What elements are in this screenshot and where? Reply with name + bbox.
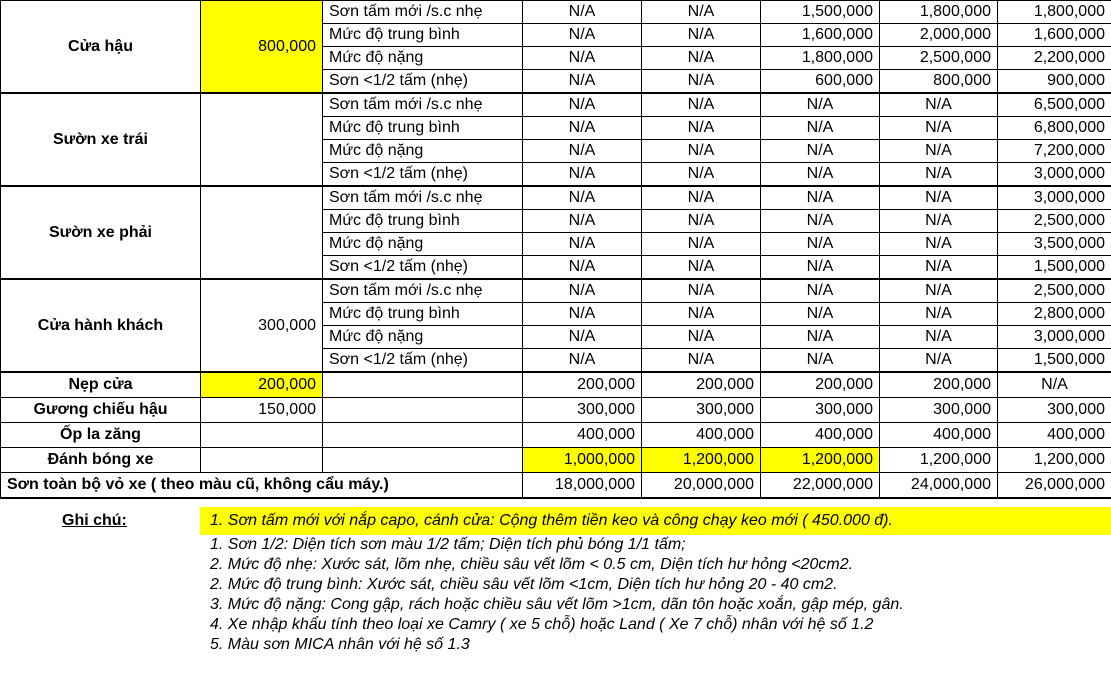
price-cell: N/A — [642, 117, 761, 140]
damage-level: Mức độ trung bình — [323, 303, 523, 326]
price-cell: 26,000,000 — [998, 473, 1111, 499]
price-cell: 800,000 — [880, 70, 998, 94]
price-cell: 400,000 — [998, 423, 1111, 448]
damage-level: Mức độ nặng — [323, 233, 523, 256]
price-cell: N/A — [523, 186, 642, 210]
part-name: Đánh bóng xe — [1, 448, 201, 473]
price-cell: N/A — [523, 70, 642, 94]
damage-level: Mức độ nặng — [323, 140, 523, 163]
price-cell: N/A — [880, 140, 998, 163]
price-cell: 20,000,000 — [642, 473, 761, 499]
price-cell: 2,000,000 — [880, 24, 998, 47]
price-cell: N/A — [761, 186, 880, 210]
price-cell: N/A — [880, 117, 998, 140]
damage-level: Sơn tấm mới /s.c nhẹ — [323, 1, 523, 24]
price-cell: N/A — [761, 140, 880, 163]
part-price — [201, 423, 323, 448]
price-cell: 900,000 — [998, 70, 1111, 94]
price-cell: N/A — [642, 349, 761, 373]
price-cell: N/A — [642, 326, 761, 349]
table-row — [1, 423, 1111, 448]
price-cell: N/A — [642, 163, 761, 187]
price-cell: N/A — [761, 163, 880, 187]
table-row — [1, 1, 1111, 24]
price-cell: 1,500,000 — [998, 256, 1111, 280]
price-cell: N/A — [642, 47, 761, 70]
price-cell: 2,500,000 — [998, 279, 1111, 303]
price-cell: 3,500,000 — [998, 233, 1111, 256]
damage-level: Mức độ trung bình — [323, 24, 523, 47]
damage-level: Sơn <1/2 tấm (nhẹ) — [323, 349, 523, 373]
note-item: 2. Mức độ trung bình: Xước sát, chiều sâu vết lõm <1cm, Diện tích hư hỏng 20 - 40 cm2. — [210, 576, 838, 593]
part-name: Gương chiếu hậu — [1, 398, 201, 423]
price-cell: N/A — [642, 279, 761, 303]
price-cell: N/A — [523, 163, 642, 187]
price-cell: N/A — [642, 93, 761, 117]
damage-level: Sơn tấm mới /s.c nhẹ — [323, 279, 523, 303]
damage-level: Sơn tấm mới /s.c nhẹ — [323, 186, 523, 210]
price-cell: N/A — [880, 186, 998, 210]
damage-level: Sơn <1/2 tấm (nhẹ) — [323, 256, 523, 280]
damage-level: Mức độ trung bình — [323, 210, 523, 233]
price-cell: 1,500,000 — [761, 1, 880, 24]
price-cell: 200,000 — [880, 372, 998, 398]
price-cell: 1,600,000 — [761, 24, 880, 47]
part-price: 200,000 — [201, 372, 323, 398]
price-cell: N/A — [523, 210, 642, 233]
price-cell: 400,000 — [880, 423, 998, 448]
price-cell: N/A — [642, 70, 761, 94]
price-cell: N/A — [880, 210, 998, 233]
damage-level: Mức độ trung bình — [323, 117, 523, 140]
damage-level: Sơn <1/2 tấm (nhẹ) — [323, 163, 523, 187]
price-cell: N/A — [880, 163, 998, 187]
price-cell: N/A — [761, 349, 880, 373]
part-name: Nẹp cửa — [1, 372, 201, 398]
price-cell: N/A — [642, 186, 761, 210]
table-row — [1, 398, 1111, 423]
price-cell: 200,000 — [642, 372, 761, 398]
price-cell: 7,200,000 — [998, 140, 1111, 163]
price-cell: N/A — [642, 140, 761, 163]
price-cell: 400,000 — [523, 423, 642, 448]
note-item: 3. Mức độ nặng: Cong gập, rách hoặc chiều sâu vết lõm >1cm, dãn tôn hoặc xoắn, gập mép, gân. — [210, 596, 904, 613]
price-cell: 300,000 — [761, 398, 880, 423]
price-cell: N/A — [880, 233, 998, 256]
price-cell: 300,000 — [998, 398, 1111, 423]
price-cell: N/A — [523, 1, 642, 24]
price-cell: 18,000,000 — [523, 473, 642, 499]
damage-level: Mức độ nặng — [323, 326, 523, 349]
note-item: 2. Mức độ nhẹ: Xước sát, lõm nhẹ, chiều sâu vết lõm < 0.5 cm, Diện tích hư hỏng <20cm2. — [210, 556, 854, 573]
price-cell: N/A — [761, 256, 880, 280]
table-row — [1, 279, 1111, 303]
empty-cell — [323, 423, 523, 448]
price-cell: 24,000,000 — [880, 473, 998, 499]
price-cell: 6,800,000 — [998, 117, 1111, 140]
price-cell: 3,000,000 — [998, 326, 1111, 349]
price-cell: 22,000,000 — [761, 473, 880, 499]
price-cell: 3,000,000 — [998, 186, 1111, 210]
part-name: Cửa hành khách — [1, 279, 201, 372]
price-cell: N/A — [761, 303, 880, 326]
price-cell: N/A — [523, 47, 642, 70]
price-cell: 400,000 — [642, 423, 761, 448]
notes-label: Ghi chú: — [62, 512, 127, 529]
price-cell: N/A — [642, 1, 761, 24]
price-cell: 1,800,000 — [998, 1, 1111, 24]
price-cell: 2,500,000 — [880, 47, 998, 70]
price-cell: N/A — [523, 233, 642, 256]
price-cell: 200,000 — [761, 372, 880, 398]
price-cell: 300,000 — [642, 398, 761, 423]
price-cell: 1,500,000 — [998, 349, 1111, 373]
damage-level: Sơn tấm mới /s.c nhẹ — [323, 93, 523, 117]
price-cell: N/A — [880, 279, 998, 303]
part-name: Sườn xe phải — [1, 186, 201, 279]
price-cell: N/A — [523, 256, 642, 280]
notes-list — [200, 507, 1111, 655]
damage-level: Sơn <1/2 tấm (nhẹ) — [323, 70, 523, 94]
price-cell: N/A — [642, 210, 761, 233]
part-price — [201, 448, 323, 473]
total-row — [1, 473, 1111, 499]
price-cell: 400,000 — [761, 423, 880, 448]
price-cell: 1,200,000 — [880, 448, 998, 473]
price-cell: N/A — [761, 210, 880, 233]
price-cell: 1,800,000 — [880, 1, 998, 24]
part-price: 300,000 — [201, 279, 323, 372]
price-cell: N/A — [880, 349, 998, 373]
part-price — [201, 186, 323, 279]
price-cell: N/A — [523, 303, 642, 326]
price-cell: N/A — [523, 93, 642, 117]
price-cell: N/A — [523, 349, 642, 373]
note-item: 1. Sơn tấm mới với nắp capo, cánh cửa: Cộng thêm tiền keo và công chạy keo mới ( 450.000 đ). — [200, 507, 1111, 535]
price-cell: 1,600,000 — [998, 24, 1111, 47]
price-cell: N/A — [642, 256, 761, 280]
price-cell: 1,200,000 — [642, 448, 761, 473]
price-cell: N/A — [880, 326, 998, 349]
price-cell: N/A — [761, 326, 880, 349]
price-cell: N/A — [642, 24, 761, 47]
part-price: 800,000 — [201, 1, 323, 94]
price-cell: N/A — [761, 233, 880, 256]
price-cell: 1,000,000 — [523, 448, 642, 473]
price-cell: N/A — [880, 256, 998, 280]
price-cell: N/A — [761, 93, 880, 117]
table-row — [1, 93, 1111, 117]
price-cell: 2,800,000 — [998, 303, 1111, 326]
price-cell: 2,500,000 — [998, 210, 1111, 233]
price-cell: 1,200,000 — [761, 448, 880, 473]
part-name: Cửa hậu — [1, 1, 201, 94]
price-cell: 1,200,000 — [998, 448, 1111, 473]
table-row — [1, 448, 1111, 473]
price-cell: 600,000 — [761, 70, 880, 94]
note-item: 5. Màu sơn MICA nhân với hệ số 1.3 — [210, 636, 470, 653]
price-cell: N/A — [998, 372, 1111, 398]
table-row — [1, 372, 1111, 398]
price-cell: N/A — [880, 303, 998, 326]
price-cell: 300,000 — [523, 398, 642, 423]
part-name: Sườn xe trái — [1, 93, 201, 186]
price-cell: N/A — [761, 279, 880, 303]
empty-cell — [323, 398, 523, 423]
price-cell: 3,000,000 — [998, 163, 1111, 187]
table-row — [1, 186, 1111, 210]
note-item: 1. Sơn 1/2: Diện tích sơn màu 1/2 tấm; Diện tích phủ bóng 1/1 tấm; — [210, 536, 686, 553]
empty-cell — [323, 448, 523, 473]
damage-level: Mức độ nặng — [323, 47, 523, 70]
price-cell: N/A — [523, 117, 642, 140]
price-cell: 200,000 — [523, 372, 642, 398]
price-cell: 2,200,000 — [998, 47, 1111, 70]
part-price — [201, 93, 323, 186]
price-cell: 6,500,000 — [998, 93, 1111, 117]
price-cell: N/A — [642, 233, 761, 256]
price-cell: N/A — [523, 326, 642, 349]
price-cell: N/A — [642, 303, 761, 326]
part-price: 150,000 — [201, 398, 323, 423]
price-cell: N/A — [523, 24, 642, 47]
note-item: 4. Xe nhập khẩu tính theo loại xe Camry ( xe 5 chỗ) hoặc Land ( Xe 7 chỗ) nhân với hệ số 1.2 — [210, 616, 874, 633]
price-cell: N/A — [523, 140, 642, 163]
price-cell: N/A — [880, 93, 998, 117]
total-label: Sơn toàn bộ vỏ xe ( theo màu cũ, không cẩu máy.) — [1, 473, 523, 499]
price-cell: 1,800,000 — [761, 47, 880, 70]
empty-cell — [323, 372, 523, 398]
price-cell: N/A — [761, 117, 880, 140]
part-name: Ốp la zăng — [1, 423, 201, 448]
price-cell: N/A — [523, 279, 642, 303]
price-cell: 300,000 — [880, 398, 998, 423]
